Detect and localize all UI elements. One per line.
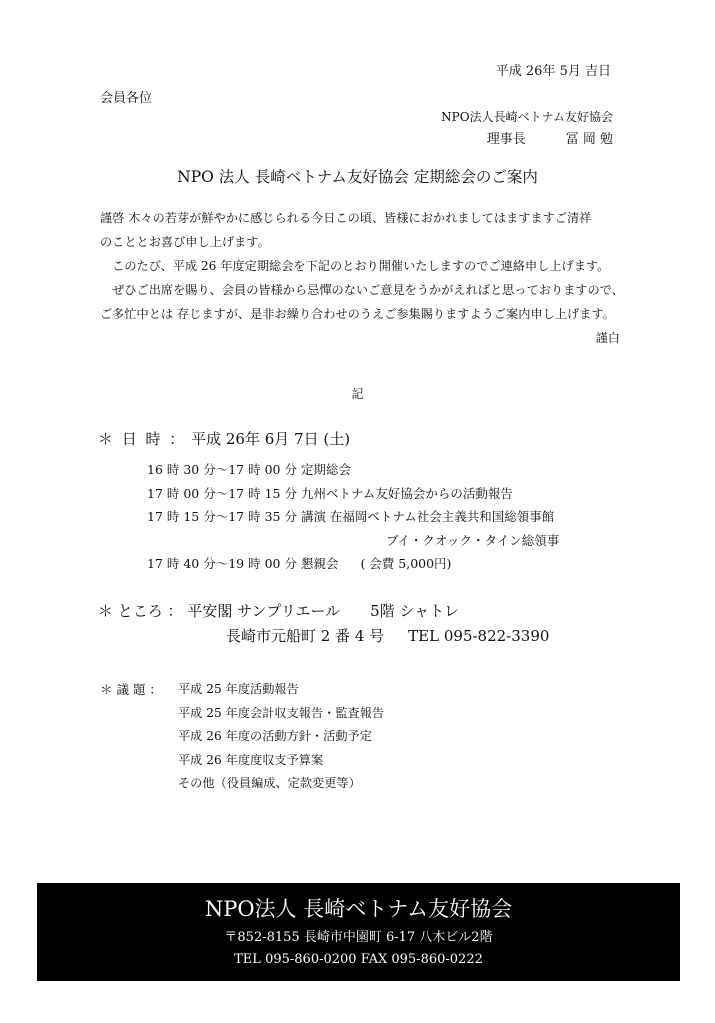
body-line: のこととお喜び申し上げます。 — [100, 235, 270, 249]
chair-name: 冨 岡 勉 — [565, 132, 613, 147]
datetime-heading — [98, 428, 350, 449]
schedule-event: ブイ・クオック・タイン総領事 — [386, 532, 560, 548]
schedule-time: 17 時 00 分～17 時 15 分 — [147, 485, 297, 501]
body-line: ご多忙中とは 存じますが、是非お繰り合わせのうえご参集賜りますようご案内申し上げます。 — [100, 307, 615, 321]
datetime-label: ＊ 日 時 ： — [98, 430, 187, 448]
letter-body — [100, 206, 624, 350]
agenda-label: ＊ 議 題 ： — [100, 682, 162, 697]
schedule-time: 17 時 40 分～19 時 00 分 — [147, 556, 297, 571]
place-tel: TEL 095-822-3390 — [408, 627, 550, 645]
footer-contact: TEL 095-860-0200 FAX 095-860-0222 — [234, 952, 483, 967]
chair-title: 理事長 — [486, 132, 526, 147]
agenda-item: その他（役員編成、定款変更等） — [178, 776, 361, 790]
ki-marker: 記 — [351, 387, 364, 401]
agenda-item: 平成 25 年度会計収支報告・監査報告 — [178, 705, 385, 720]
sender-organization: NPO法人長崎ベトナム友好協会 — [441, 110, 613, 124]
schedule-list — [147, 458, 559, 576]
place-label: ＊ ところ ： — [98, 602, 183, 620]
place-address: 長崎市元船町 2 番 4 号 — [226, 627, 385, 645]
footer-banner — [37, 883, 680, 981]
agenda-item: 平成 26 年度の活動方針・活動予定 — [178, 729, 372, 743]
schedule-row — [147, 529, 559, 553]
schedule-row — [147, 458, 559, 482]
closing: 謹白 — [595, 331, 620, 345]
schedule-event: 講演 在福岡ベトナム社会主義共和国総領事館 — [300, 509, 555, 524]
footer-org-name: NPO法人 長崎ベトナム友好協会 — [204, 897, 513, 921]
schedule-time: 17 時 15 分～17 時 35 分 — [147, 509, 297, 524]
agenda-item: 平成 26 年度度収支予算案 — [178, 752, 324, 767]
document-title: NPO 法人 長崎ベトナム友好協会 定期総会のご案内 — [177, 168, 538, 186]
agenda-item: 平成 25 年度活動報告 — [178, 682, 299, 696]
sender-chair — [487, 128, 613, 147]
schedule-row — [147, 552, 559, 576]
schedule-row — [147, 482, 559, 506]
schedule-event: 懇親会 — [300, 556, 339, 571]
schedule-event: 九州ベトナム友好協会からの活動報告 — [300, 485, 513, 501]
recipients: 会員各位 — [100, 91, 153, 106]
body-line: 謹啓 木々の若芽が鮮やかに感じられる今日この頃、皆様におかれましてはますますご清祥 — [100, 211, 592, 225]
place-heading — [98, 600, 459, 621]
schedule-event: 定期総会 — [300, 462, 351, 477]
body-line: ぜひご出席を賜り、会員の皆様から忌憚のないご意見をうかがえればと思っておりますので、 — [100, 283, 624, 297]
agenda-list — [178, 678, 384, 796]
footer-address: 〒852-8155 長崎市中園町 6-17 八木ビル2階 — [224, 930, 493, 945]
schedule-time: 16 時 30 分～17 時 00 分 — [147, 462, 297, 477]
fee-note: ( 会費 5,000円) — [360, 556, 452, 571]
schedule-row — [147, 505, 559, 529]
place-venue: 平安閣 サンプリエール 5階 シャトレ — [187, 602, 460, 620]
place-address-line — [226, 625, 549, 646]
datetime-value: 平成 26年 6月 7日 (土) — [191, 430, 351, 448]
document-date: 平成 26年 5月 吉日 — [495, 64, 611, 79]
body-line: このたび、平成 26 年度定期総会を下記のとおり開催いたしますのでご連絡申し上げます。 — [100, 259, 610, 273]
